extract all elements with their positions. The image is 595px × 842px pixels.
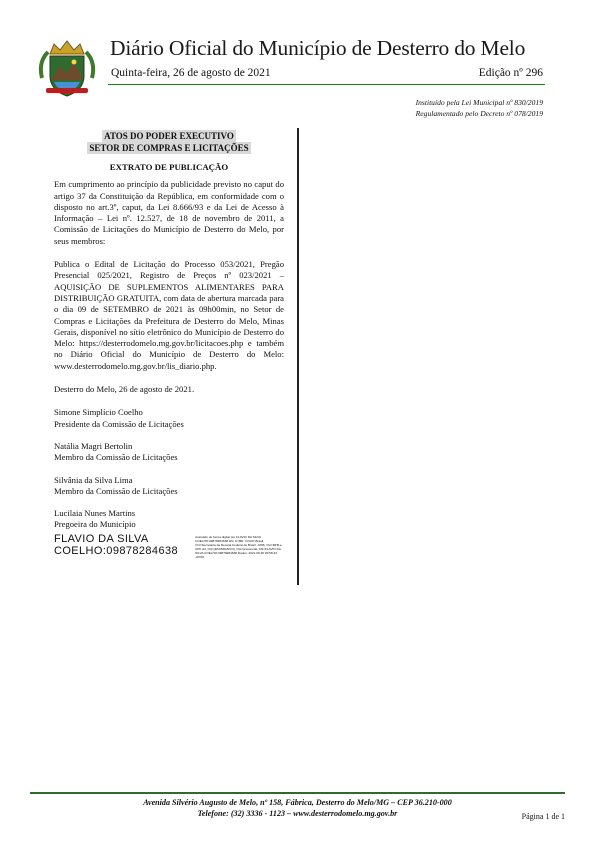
edition-number: Edição nº 296 — [478, 67, 543, 79]
signature-block — [54, 475, 284, 498]
header-rule — [108, 84, 545, 85]
footer-rule — [30, 792, 565, 794]
institution-note — [416, 97, 543, 119]
section-title-purchasing: SETOR DE COMPRAS E LICITAÇÕES — [89, 143, 249, 153]
signature-name: Lucilaia Nunes Martins — [54, 508, 136, 519]
institution-line: Instituído pela Lei Municipal nº 830/2019 — [415, 98, 543, 107]
signature-name: Natália Magri Bertolin — [54, 440, 133, 451]
footer-address: Avenida Silvério Augusto de Melo, nº 158, Fábrica, Desterro do Melo/MG – CEP 36.210-000 — [143, 798, 452, 807]
signature-role: Membro da Comissão de Licitações — [54, 485, 178, 496]
left-column — [54, 130, 284, 559]
paragraph-intro: Em cumprimento ao princípio da publicidade previsto no caput do artigo 37 da Constituição da República, em conformidade com o disposto no art.3º, caput, da Lei 8.666/93 e da Lei de Acesso à Informação – Lei nº. 12.527, de 18 de novembro de 2011, a Comissão de Licitações do Município de Desterro do Melo, por seus membros: — [54, 179, 284, 246]
page-title: Diário Oficial do Município de Desterro do Melo — [110, 36, 526, 60]
municipal-crest-icon — [36, 38, 98, 100]
column-divider — [297, 128, 299, 585]
digital-signature-name-line: FLAVIO DA SILVA — [54, 532, 149, 545]
signature-block — [54, 441, 284, 464]
signature-role: Pregoeira do Município — [54, 519, 136, 530]
signature-block — [54, 407, 284, 430]
page-number: Página 1 de 1 — [521, 812, 565, 821]
institution-line: Regulamentado pelo Decreto nº 078/2019 — [415, 109, 543, 118]
digital-signature — [54, 533, 284, 560]
signature-role: Membro da Comissão de Licitações — [54, 452, 178, 463]
paragraph-edital: Publica o Edital de Licitação do Processo 053/2021, Pregão Presencial 025/2021, Registro de Preços nº 023/2021 – AQUISIÇÃO DE SUPLEMENTOS ALIMENTARES PARA DISTRIBUIÇÃO GRATUITA, com data de abertura marcada para o dia 09 de SETEMBRO de 2021 às 09h00min, no Setor de Compras e Licitações da Prefeitura de Desterro do Melo, Minas Gerais, disponível no sítio eletrônico do Município de Desterro do Melo: https://desterrodomelo.mg.gov.br/licitacoes.php e também no Diário Oficial do Município de Desterro do Melo: www.desterrodomelo.mg.gov.br/lis_diario.php. — [54, 259, 284, 371]
footer-contact: Telefone: (32) 3336 - 1123 – www.desterrodomelo.mg.gov.br — [197, 809, 398, 818]
signature-block — [54, 508, 284, 531]
digital-signature-name-line: COELHO:09878284638 — [54, 544, 179, 557]
extrato-title: EXTRATO DE PUBLICAÇÃO — [109, 162, 229, 172]
digital-signature-certificate: Assinado de forma digital por FLAVIO DA SILVA COELHO:09878284638 DN: C=BR, O=ICP-Brasil, OU=Secretaria da Receita Federal do Brasil - RFB, OU=RFB e-CPF A3, OU=(EM BRANCO), OU=presencial, CN=FLAVIO DA SILVA COELHO:09878284638 Dados: 2021.08.26 09:58:43 -03'00' — [195, 534, 283, 560]
section-heading — [54, 130, 284, 154]
digital-signature-name — [54, 533, 195, 557]
publication-date: Quinta-feira, 26 de agosto de 2021 — [111, 67, 271, 79]
signature-name: Simone Simplício Coelho — [54, 407, 143, 418]
place-date: Desterro do Melo, 26 de agosto de 2021. — [54, 384, 195, 395]
section-title-executive: ATOS DO PODER EXECUTIVO — [104, 131, 234, 141]
signature-role: Presidente da Comissão de Licitações — [54, 418, 184, 429]
signature-name: Silvânia da Silva Lima — [54, 474, 133, 485]
footer — [0, 797, 595, 819]
